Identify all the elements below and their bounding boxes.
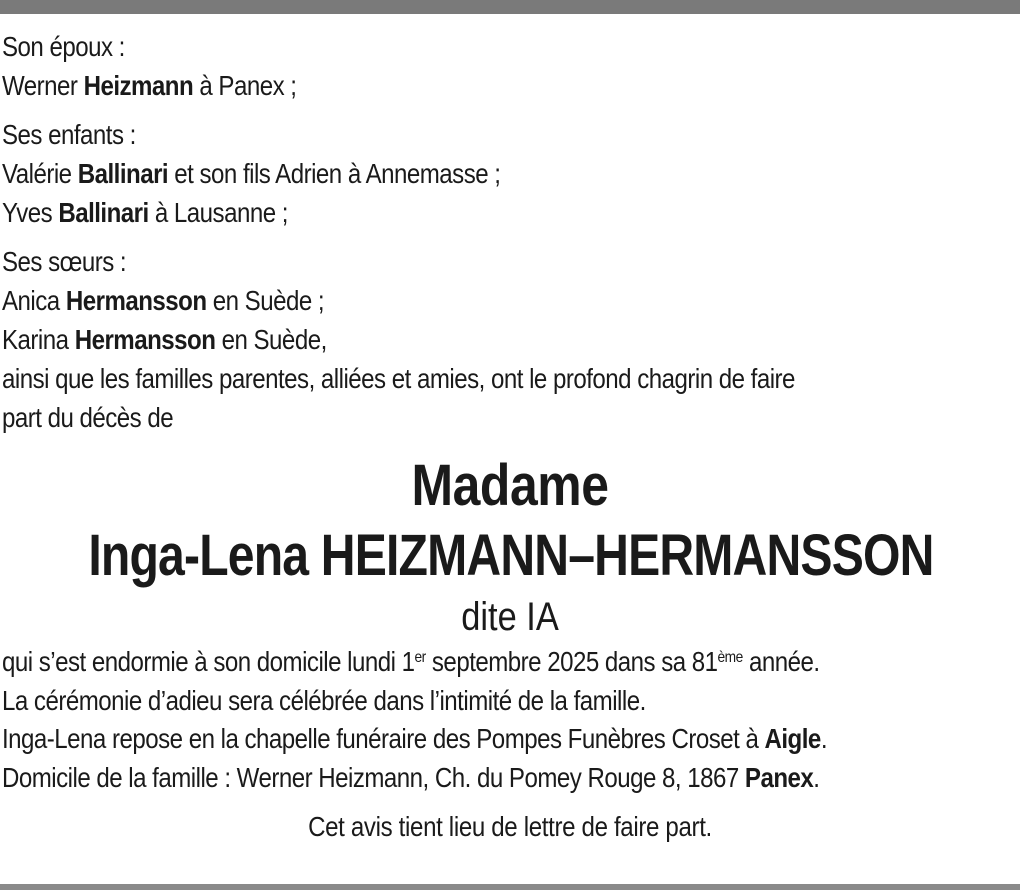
deceased-nickname: dite IA: [461, 595, 559, 639]
families-line: ainsi que les familles parentes, alliées et amies, ont le profond chagrin de faire: [2, 363, 795, 394]
death-notice: [2, 27, 1018, 847]
sister-line: Karina Hermansson en Suède,: [2, 324, 327, 355]
child-line: Valérie Ballinari et son fils Adrien à Annemasse ;: [2, 158, 501, 189]
home-line: Domicile de la famille : Werner Heizmann, Ch. du Pomey Rouge 8, 1867 Panex.: [2, 761, 820, 793]
sisters-heading: Ses sœurs :: [2, 246, 127, 277]
closing-line: Cet avis tient lieu de lettre de faire part.: [308, 811, 712, 842]
spouse-heading: Son époux :: [2, 31, 125, 62]
families-line-2: part du décès de: [2, 402, 174, 433]
sister-line: Anica Hermansson en Suède ;: [2, 285, 325, 316]
spouse-line: Werner Heizmann à Panex ;: [2, 70, 297, 101]
death-line: qui s’est endormie à son domicile lundi 1er septembre 2025 dans sa 81ème année.: [2, 646, 820, 677]
bottom-rule: [0, 884, 1020, 890]
child-line: Yves Ballinari à Lausanne ;: [2, 197, 288, 228]
children-heading: Ses enfants :: [2, 119, 136, 150]
ceremony-line: La cérémonie d’adieu sera célébrée dans l’intimité de la famille.: [2, 684, 646, 716]
rest-line: Inga-Lena repose en la chapelle funéraire des Pompes Funèbres Croset à Aigle.: [2, 723, 827, 754]
deceased-name: Inga-Lena HEIZMANN–HERMANSSON: [88, 523, 934, 588]
top-rule: [0, 0, 1020, 14]
deceased-title: Madame: [411, 453, 609, 518]
